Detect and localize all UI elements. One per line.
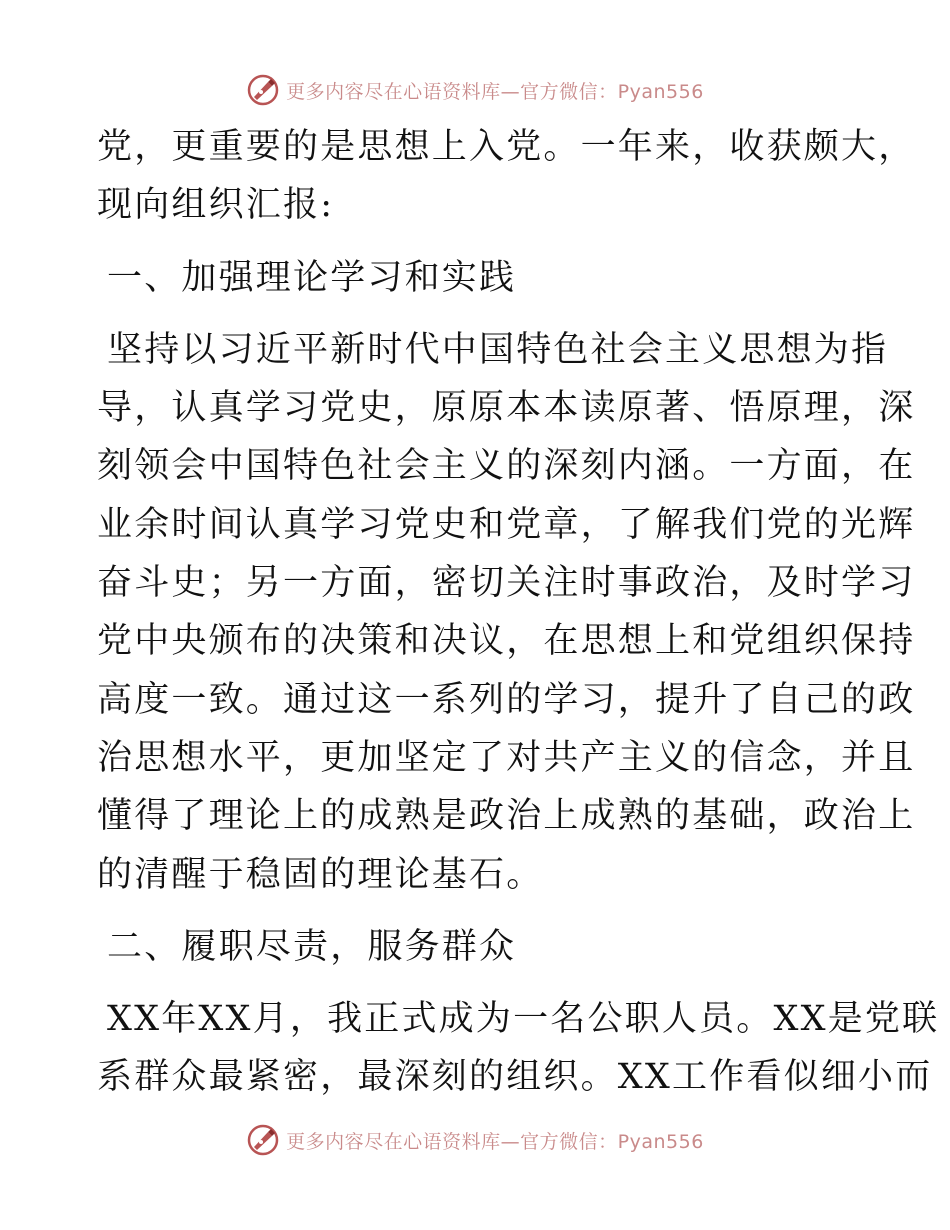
pen-nib-circle-icon — [246, 1123, 280, 1157]
paragraph-line: 党，更重要的是思想上入党。一年来，收获颇大， — [97, 127, 916, 167]
paragraph-line: 现向组织汇报: — [97, 185, 335, 226]
section-heading: 一、加强理论学习和实践 — [107, 257, 517, 298]
paragraph-line: 业余时间认真学习党史和党章，了解我们党的光辉 — [97, 504, 916, 545]
paragraph-line: 奋斗史；另一方面，密切关注时事政治，及时学习 — [97, 563, 916, 604]
paragraph-line: XX年XX月，我正式成为一名公职人员。XX是党联 — [107, 999, 940, 1040]
paragraph-line: 治思想水平，更加坚定了对共产主义的信念，并且 — [97, 737, 916, 778]
section-heading: 二、履职尽责，服务群众 — [107, 926, 517, 967]
paragraph-line: 导，认真学习党史，原原本本读原著、悟原理，深 — [97, 388, 916, 429]
paragraph-line: 刻领会中国特色社会主义的深刻内涵。一方面，在 — [97, 446, 916, 487]
paragraph-line: 系群众最紧密，最深刻的组织。XX工作看似细小而 — [97, 1057, 933, 1098]
footer-watermark — [0, 1120, 950, 1160]
paragraph-line: 懂得了理论上的成熟是政治上成熟的基础，政治上 — [97, 796, 916, 837]
document-body — [97, 118, 940, 1107]
paragraph-line: 党中央颁布的决策和决议，在思想上和党组织保持 — [97, 621, 916, 662]
paragraph-line: 的清醒于稳固的理论基石。 — [97, 854, 544, 895]
header-watermark — [0, 70, 950, 110]
paragraph-line: 坚持以习近平新时代中国特色社会主义思想为指 — [107, 329, 889, 370]
watermark-text: 更多内容尽在心语资料库—官方微信：Pyan556 — [286, 80, 704, 103]
pen-nib-circle-icon — [246, 73, 280, 107]
watermark-text: 更多内容尽在心语资料库—官方微信：Pyan556 — [286, 1130, 704, 1153]
paragraph-line: 高度一致。通过这一系列的学习，提升了自己的政 — [97, 679, 916, 720]
